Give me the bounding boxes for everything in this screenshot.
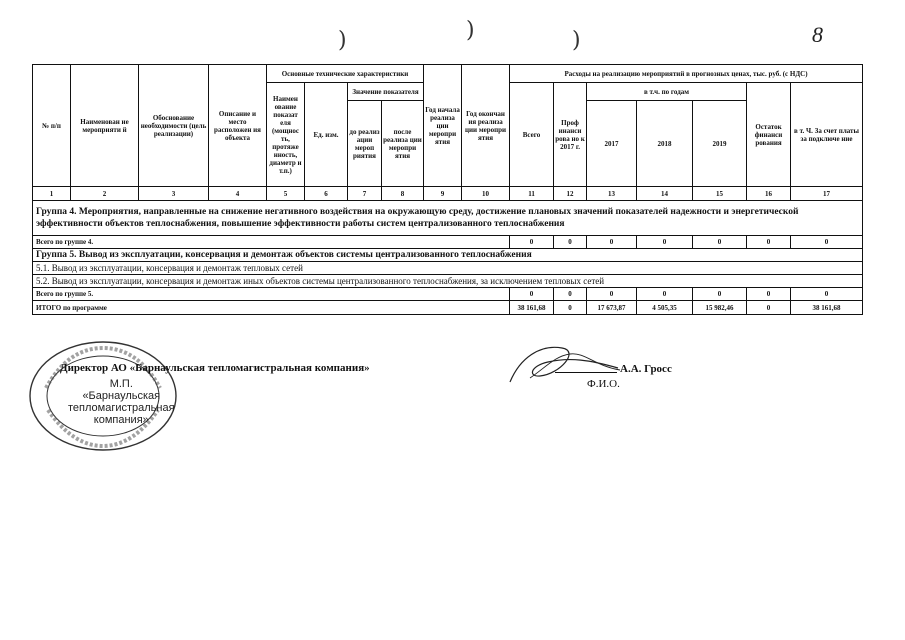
- header-remaining: Остаток финанси рования: [747, 83, 791, 187]
- col-number: 17: [791, 187, 863, 201]
- total-cell: 4 505,35: [637, 301, 693, 315]
- header-value: Значение показателя: [348, 83, 424, 101]
- page-number: 8: [812, 22, 823, 47]
- header-2017: 2017: [587, 101, 637, 187]
- group5-subsection-1: 5.1. Вывод из эксплуатации, консервация и демонтаж тепловых сетей: [33, 262, 863, 275]
- value-cell: 0: [554, 288, 587, 301]
- header-2019: 2019: [693, 101, 747, 187]
- header-num: № п/п: [33, 65, 71, 187]
- value-cell: 0: [510, 288, 554, 301]
- value-cell: 0: [554, 236, 587, 249]
- col-number: 13: [587, 187, 637, 201]
- col-number: 3: [139, 187, 209, 201]
- seal-line: М.П.: [109, 378, 133, 390]
- col-number: 10: [462, 187, 510, 201]
- col-number: 11: [510, 187, 554, 201]
- seal-line: тепломагистральная: [68, 402, 175, 414]
- scan-mark: ): [338, 28, 347, 53]
- value-cell: 0: [791, 288, 863, 301]
- header-2018: 2018: [637, 101, 693, 187]
- header-basis: Обоснование необходимости (цель реализации): [139, 65, 209, 187]
- total-cell: 0: [554, 301, 587, 315]
- col-number: 6: [305, 187, 348, 201]
- header-total: Всего: [510, 83, 554, 187]
- col-number: 1: [33, 187, 71, 201]
- value-cell: 0: [637, 236, 693, 249]
- header-expenses: Расходы на реализацию мероприятий в прогнозных ценах, тыс. руб. (с НДС): [510, 65, 863, 83]
- value-cell: 0: [510, 236, 554, 249]
- col-number: 16: [747, 187, 791, 201]
- value-cell: 0: [693, 236, 747, 249]
- header-by-years: в т.ч. по годам: [587, 83, 747, 101]
- value-cell: 0: [747, 288, 791, 301]
- header-financed: Проф инанси рова но к 2017 г.: [554, 83, 587, 187]
- seal-line: компания»: [93, 414, 149, 426]
- seal-text: [68, 378, 175, 426]
- total-cell: 0: [747, 301, 791, 315]
- total-cell: 38 161,68: [791, 301, 863, 315]
- value-cell: 0: [693, 288, 747, 301]
- col-number: 4: [209, 187, 267, 201]
- scan-mark: ): [572, 28, 581, 53]
- header-before: до реализ ации мероп риятия: [348, 101, 382, 187]
- col-number: 7: [348, 187, 382, 201]
- signature-line: [555, 372, 617, 373]
- group5-subsection-2: 5.2. Вывод из эксплуатации, консервация и демонтаж иных объектов системы централизованного теплоснабжения, за исключением тепловых сетей: [33, 275, 863, 288]
- col-number: 14: [637, 187, 693, 201]
- signer-name: А.А. Гросс: [620, 363, 672, 375]
- value-cell: 0: [637, 288, 693, 301]
- header-connection: в т. Ч. За счет платы за подключе ние: [791, 83, 863, 187]
- col-number: 9: [424, 187, 462, 201]
- group4-total-row: [33, 236, 863, 249]
- value-cell: 0: [587, 288, 637, 301]
- header-name: Наименован ие мероприяти й: [71, 65, 139, 187]
- value-cell: 0: [587, 236, 637, 249]
- col-number: 5: [267, 187, 305, 201]
- director-title: Директор АО «Барнаульская тепломагистральная компания»: [60, 362, 370, 374]
- value-cell: 0: [747, 236, 791, 249]
- col-number: 2: [71, 187, 139, 201]
- header-description: Описание и место расположен ия объекта: [209, 65, 267, 187]
- header-after: после реализа ции меропри ятия: [382, 101, 424, 187]
- program-table: [32, 64, 863, 315]
- header-tech: Основные технические характеристики: [267, 65, 424, 83]
- group5-title: Группа 5. Вывод из эксплуатации, консервация и демонтаж объектов системы централизованного теплоснабжения: [33, 249, 863, 262]
- col-number: 15: [693, 187, 747, 201]
- column-numbers-row: [33, 187, 863, 201]
- seal-line: «Барнаульская: [82, 390, 161, 402]
- header-tech-name: Наимен ование показат еля (мощнос ть, протяже нность, диаметр и т.п.): [267, 83, 305, 187]
- grand-total-row: [33, 301, 863, 315]
- header-unit: Ед. изм.: [305, 83, 348, 187]
- total-cell: 17 673,87: [587, 301, 637, 315]
- grand-total-label: ИТОГО по программе: [33, 301, 510, 315]
- group5-total-row: [33, 288, 863, 301]
- total-cell: 38 161,68: [510, 301, 554, 315]
- fio-label: Ф.И.О.: [587, 378, 620, 390]
- group5-total-label: Всего по группе 5.: [33, 288, 510, 301]
- group4-title: Группа 4. Мероприятия, направленные на снижение негативного воздействия на окружающую среду, достижение плановых значений показателей надежности и энергетической эффективности объектов теплоснабжения, повышение эффективности работы систем централизованного теплоснабжения: [33, 201, 863, 236]
- col-number: 8: [382, 187, 424, 201]
- col-number: 12: [554, 187, 587, 201]
- header-year-start: Год начала реализа ции меропри ятия: [424, 65, 462, 187]
- scan-mark: ): [466, 18, 475, 43]
- value-cell: 0: [791, 236, 863, 249]
- group4-total-label: Всего по группе 4.: [33, 236, 510, 249]
- header-year-end: Год окончан ия реализа ции меропри ятия: [462, 65, 510, 187]
- total-cell: 15 982,46: [693, 301, 747, 315]
